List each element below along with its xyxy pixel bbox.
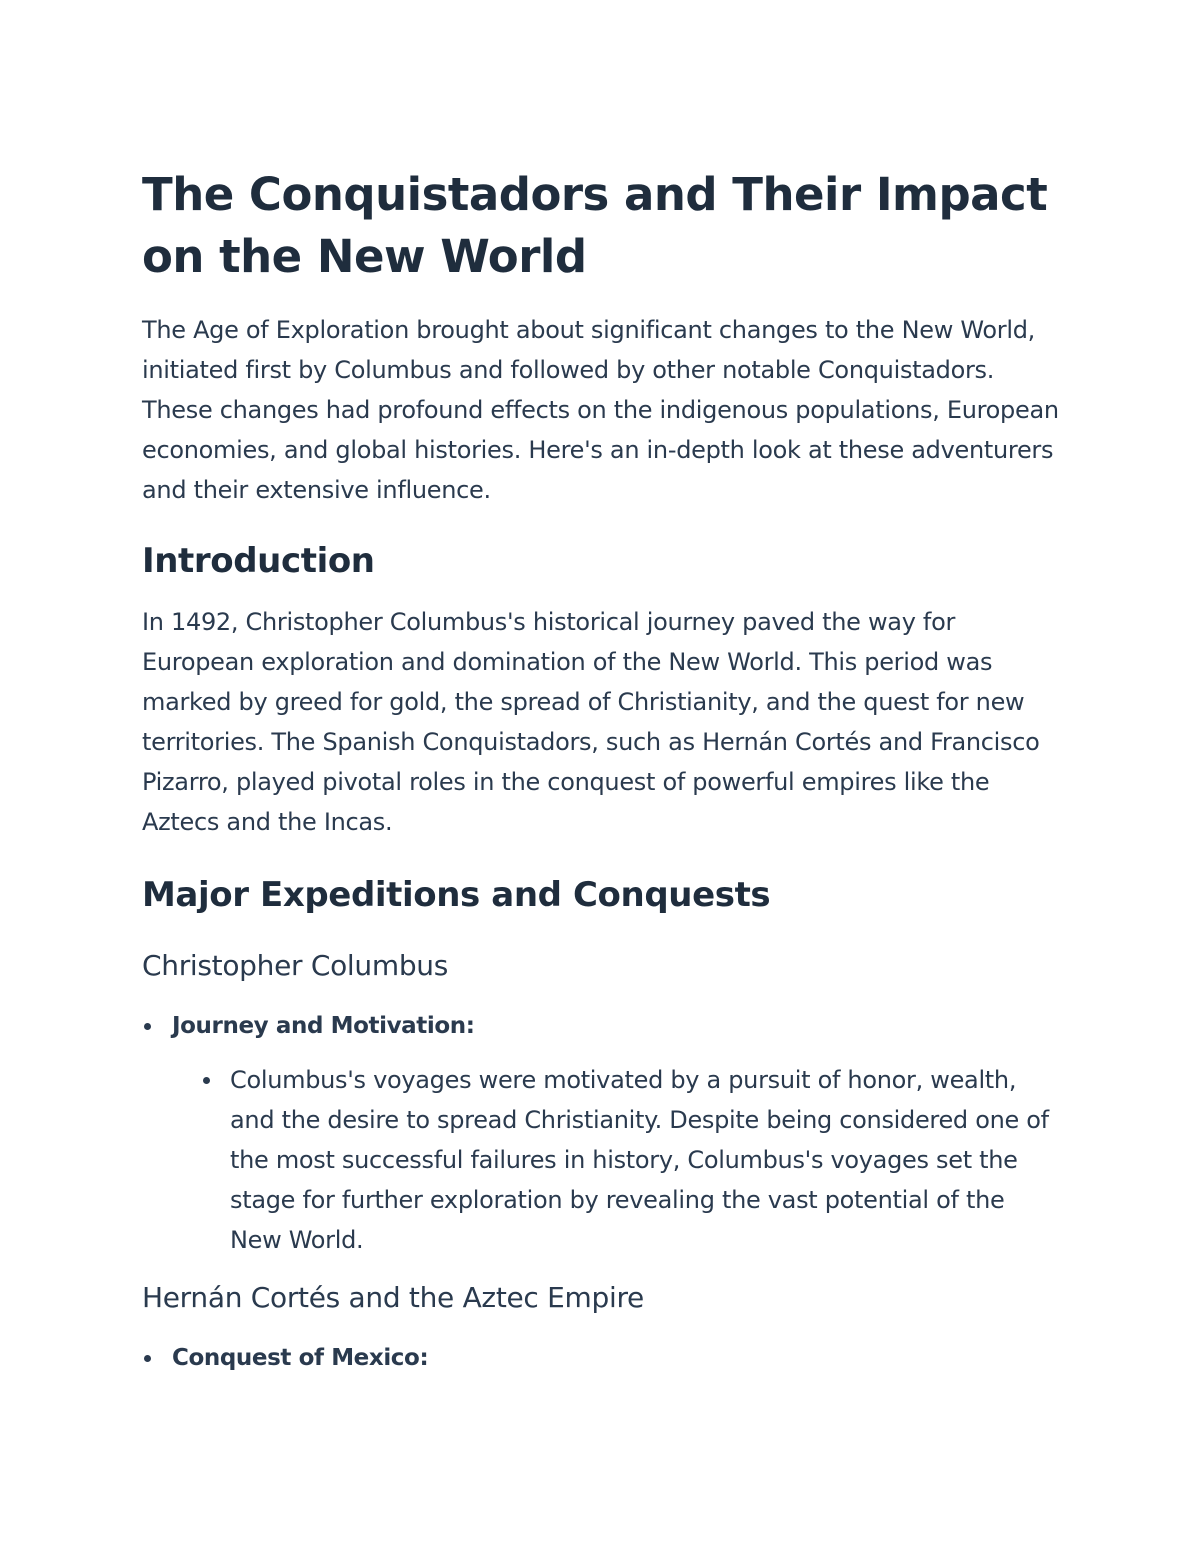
subheading-columbus: Christopher Columbus: [142, 949, 449, 982]
columbus-list: [142, 1006, 1062, 1260]
section-heading-expeditions: Major Expeditions and Conquests: [142, 875, 771, 915]
document-page: [142, 164, 1062, 1378]
list-item-label: Journey and Motivation:: [172, 1013, 475, 1039]
subheading-cortes: Hernán Cortés and the Aztec Empire: [142, 1281, 644, 1314]
document-title: The Conquistadors and Their Impact on the New World: [142, 168, 1048, 283]
list-item: [142, 1006, 1062, 1260]
list-item-label: Conquest of Mexico:: [172, 1345, 429, 1371]
intro-paragraph: The Age of Exploration brought about significant changes to the New World, initiated first by Columbus and followed by other notable Conquistadors. These changes had profound effects on the indigenous populations, European economies, and global histories. Here's an in-depth look at these adventurers and their extensive influence.: [142, 316, 1059, 504]
list-item: [142, 1338, 1062, 1378]
columbus-sublist: [172, 1060, 1062, 1260]
list-item: Columbus's voyages were motivated by a pursuit of honor, wealth, and the desire to spread Christianity. Despite being considered one of the most successful failures in history, Columbus's voyages set the stage for further exploration by revealing the vast potential of the New World.: [172, 1060, 1062, 1260]
cortes-list: [142, 1338, 1062, 1378]
section-heading-introduction: Introduction: [142, 541, 375, 581]
introduction-paragraph: In 1492, Christopher Columbus's historical journey paved the way for European exploration and domination of the New World. This period was marked by greed for gold, the spread of Christianity, and the quest for new territories. The Spanish Conquistadors, such as Hernán Cortés and Francisco Pizarro, played pivotal roles in the conquest of powerful empires like the Aztecs and the Incas.: [142, 608, 1040, 836]
